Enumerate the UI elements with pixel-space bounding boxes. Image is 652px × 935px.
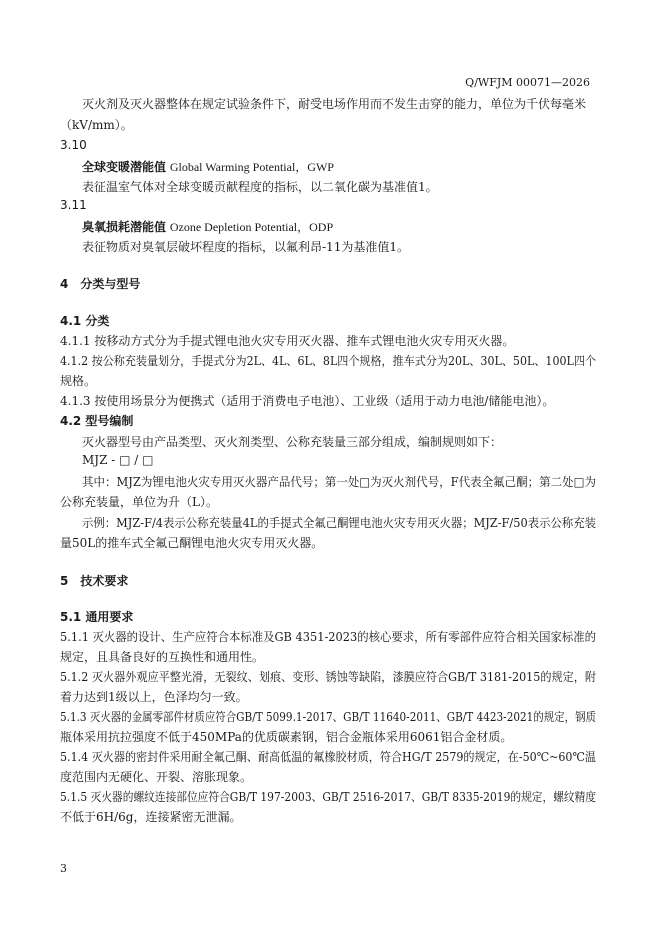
clause-paragraph-cont: 规格。	[60, 374, 97, 388]
term-english-name: Global Warming Potential，GWP	[169, 160, 334, 174]
clause-paragraph: 4.1.1 按移动方式分为手提式锂电池火灾专用灭火器、推车式锂电池火灾专用灭火器。	[60, 334, 515, 348]
section-heading: 4 分类与型号	[60, 277, 141, 291]
continued-definition-line: 灭火剂及灭火器整体在规定试验条件下，耐受电场作用而不发生击穿的能力，单位为千伏每毫米	[82, 97, 587, 111]
clause-paragraph-cont: 不低于6H/6g，连接紧密无泄漏。	[60, 810, 242, 824]
section-heading: 5 技术要求	[60, 574, 129, 588]
term-number: 3.10	[60, 138, 87, 152]
clause-paragraph-cont: 规定，且具备良好的互换性和通用性。	[60, 650, 265, 664]
model-example: 示例：MJZ-F/4表示公称充装量4L的手提式全氟己酮锂电池火灾专用灭火器；MJZ-F/50表示公称充装	[82, 516, 596, 530]
clause-paragraph-cont: 度范围内无硬化、开裂、溶胀现象。	[60, 770, 253, 784]
subsection-heading: 4.1 分类	[60, 314, 110, 328]
term-number: 3.11	[60, 198, 87, 212]
model-intro: 灭火器型号由产品类型、灭火剂类型、公称充装量三部分组成，编制规则如下：	[82, 435, 503, 449]
model-explanation-cont: 公称充装量，单位为升（L）。	[60, 495, 218, 509]
clause-paragraph: 4.1.3 按使用场景分为便携式（适用于消费电子电池）、工业级（适用于动力电池/储能电池）。	[60, 394, 555, 408]
term-chinese-name: 臭氧损耗潜能值	[82, 220, 167, 234]
term-definition: 表征物质对臭氧层破坏程度的指标，以氟利昂-11为基准值1。	[82, 240, 409, 254]
clause-paragraph: 5.1.4 灭火器的密封件采用耐全氟己酮、耐高低温的氟橡胶材质，符合HG/T 2579的规定，在-50℃~60℃温	[60, 750, 596, 764]
clause-paragraph-cont: 着力达到1级以上，色泽均匀一致。	[60, 690, 248, 704]
subsection-heading: 4.2 型号编制	[60, 414, 134, 428]
clause-paragraph: 5.1.1 灭火器的设计、生产应符合本标准及GB 4351-2023的核心要求，所有零部件应符合相关国家标准的	[60, 630, 597, 644]
model-explanation: 其中：MJZ为锂电池火灾专用灭火器产品代号；第一处□为灭火剂代号，F代表全氟己酮；第二处□为	[82, 475, 596, 489]
term-english-name: Ozone Depletion Potential，ODP	[169, 220, 334, 234]
clause-paragraph: 4.1.2 按公称充装量划分，手提式分为2L、4L、6L、8L四个规格，推车式分为20L、30L、50L、100L四个	[60, 354, 597, 368]
term-title	[82, 218, 333, 235]
term-title	[82, 158, 334, 175]
clause-paragraph: 5.1.5 灭火器的螺纹连接部位应符合GB/T 197-2003、GB/T 2516-2017、GB/T 8335-2019的规定，螺纹精度	[60, 790, 597, 804]
term-chinese-name: 全球变暖潜能值	[82, 160, 167, 174]
continued-definition-line: （kV/mm）。	[60, 118, 133, 132]
clause-paragraph: 5.1.3 灭火器的金属零部件材质应符合GB/T 5099.1-2017、GB/T 11640-2011、GB/T 4423-2021的规定，钢质	[60, 710, 596, 724]
page-number: 3	[60, 862, 67, 875]
subsection-heading: 5.1 通用要求	[60, 610, 134, 624]
model-formula: MJZ - □ / □	[82, 453, 154, 467]
term-definition: 表征温室气体对全球变暖贡献程度的指标，以二氧化碳为基准值1。	[82, 180, 438, 194]
document-id: Q/WFJM 00071—2026	[465, 76, 590, 89]
clause-paragraph: 5.1.2 灭火器外观应平整光滑，无裂纹、划痕、变形、锈蚀等缺陷，漆膜应符合GB/T 3181-2015的规定，附	[60, 670, 596, 684]
model-example-cont: 量50L的推车式全氟己酮锂电池火灾专用灭火器。	[60, 536, 324, 550]
clause-paragraph-cont: 瓶体采用抗拉强度不低于450MPa的优质碳素钢，铝合金瓶体采用6061铝合金材质。	[60, 730, 513, 744]
